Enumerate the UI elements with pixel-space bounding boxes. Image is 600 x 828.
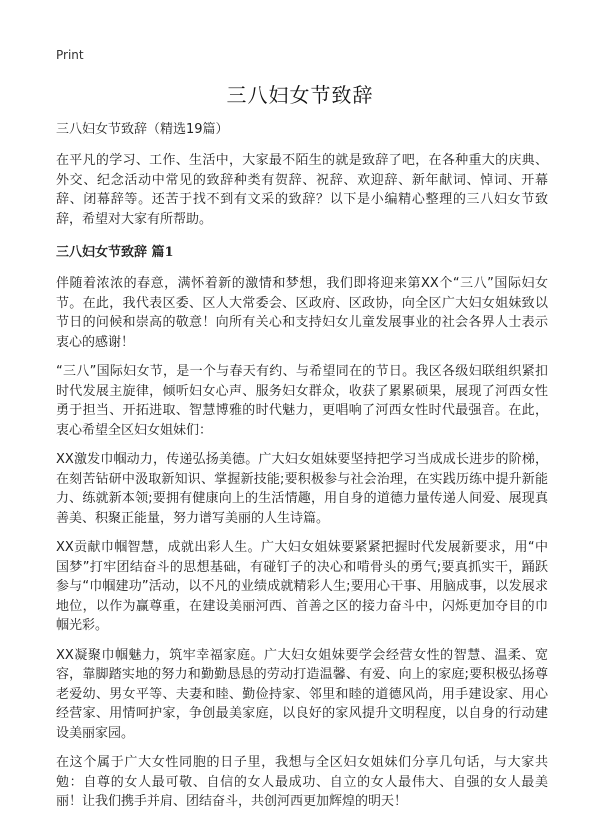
body-paragraph-4: XX贡献巾帼智慧，成就出彩人生。广大妇女姐妹要紧紧把握时代发展新要求，用“中国梦”打牢团结奋斗的思想基础，有碰钉子的决心和啃骨头的勇气;要真抓实干，踊跃参与“巾帼建功”活动，以不凡的业绩成就精彩人生;要用心干事、用脑成事，以发展求地位，以作为赢尊重，在建设美丽河西、首善之区的接力奋斗中，闪烁更加夺目的巾帼光彩。 [56,540,548,633]
document-subtitle: 三八妇女节致辞（精选19篇） [56,122,229,137]
body-paragraph-5: XX凝聚巾帼魅力，筑牢幸福家庭。广大妇女姐妹要学会经营女性的智慧、温柔、宽容，靠脚踏实地的努力和勤勤恳恳的劳动打造温馨、有爱、向上的家庭;要积极弘扬尊老爱幼、男女平等、夫妻和睦、勤俭持家、邻里和睦的道德风尚，用手建设家、用心经营家、用情呵护家，争创最美家庭，以良好的家风提升文明程度，以自身的行动建设美丽家园。 [56,647,548,741]
body-paragraph-3: XX激发巾帼动力，传递弘扬美德。广大妇女姐妹要坚持把学习当成成长进步的阶梯，在刻苦钻研中汲取新知识、掌握新技能;要积极参与社会治理，在实践历练中提升新能力、练就新本领;要拥有健康向上的生活情趣，用自身的道德力量传递人间爱、展现真善美、积聚正能量，努力谱写美丽的人生诗篇。 [56,452,548,526]
intro-paragraph: 在平凡的学习、工作、生活中，大家最不陌生的就是致辞了吧，在各种重大的庆典、外交、纪念活动中常见的致辞种类有贺辞、祝辞、欢迎辞、新年献词、悼词、开幕辞、闭幕辞等。还苦于找不到有文采的致辞？以下是小编精心整理的三八妇女节致辞，希望对大家有所帮助。 [56,153,548,227]
body-paragraph-6: 在这个属于广大女性同胞的日子里，我想与全区妇女姐妹们分享几句话，与大家共勉：自尊的女人最可敬、自信的女人最成功、自立的女人最伟大、自强的女人最美丽！让我们携手并肩、团结奋斗，共创河西更加辉煌的明天！ [56,755,548,809]
document-title: 三八妇女节致辞 [226,83,374,107]
body-paragraph-1: 伴随着浓浓的春意，满怀着新的激情和梦想，我们即将迎来第XX个“三八”国际妇女节。在此，我代表区委、区人大常委会、区政府、区政协，向全区广大妇女姐妹致以节日的问候和崇高的敬意！向所有关心和支持妇女儿童发展事业的社会各界人士表示衷心的感谢！ [56,276,548,350]
body-paragraph-2: “三八”国际妇女节，是一个与春天有约、与希望同在的节日。我区各级妇联组织紧扣时代发展主旋律，倾听妇女心声、服务妇女群众，收获了累累硕果，展现了河西女性勇于担当、开拓进取、智慧博雅的时代魅力，更唱响了河西女性时代最强音。在此，衷心希望全区妇女姐妹们： [56,364,548,438]
document-body [56,120,548,822]
section-heading: 三八妇女节致辞 篇1 [56,245,174,260]
print-link[interactable]: Print [56,48,84,62]
